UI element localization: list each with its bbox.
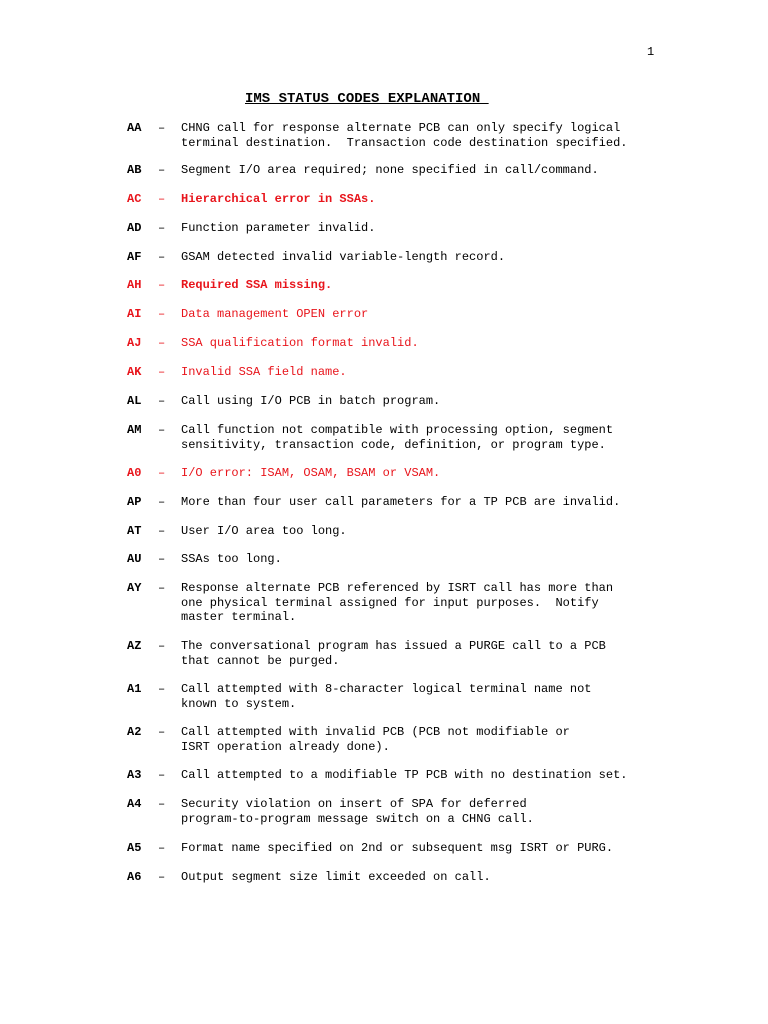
description-line: Output segment size limit exceeded on call. <box>181 870 491 884</box>
status-code-description <box>181 725 681 754</box>
code-separator: – <box>158 278 166 292</box>
status-code-description <box>181 250 681 265</box>
status-code-description <box>181 336 681 351</box>
description-line: program-to-program message switch on a CHNG call. <box>181 811 534 826</box>
description-line: Hierarchical error in SSAs. <box>181 192 376 206</box>
code-separator: – <box>158 495 166 509</box>
description-line: Call attempted with invalid PCB (PCB not modifiable or <box>181 725 570 739</box>
status-code-description <box>181 365 681 380</box>
page-title: IMS STATUS CODES EXPLANATION <box>245 91 489 107</box>
status-code: AZ <box>127 639 142 653</box>
status-code: AD <box>127 221 142 235</box>
status-code: AJ <box>127 336 142 350</box>
status-code: A6 <box>127 870 142 884</box>
status-code-description <box>181 841 681 856</box>
code-separator: – <box>158 797 166 811</box>
status-code-description <box>181 495 681 510</box>
status-code: AL <box>127 394 142 408</box>
code-separator: – <box>158 466 166 480</box>
description-line: Response alternate PCB referenced by ISRT call has more than <box>181 581 614 595</box>
status-code-description <box>181 221 681 236</box>
code-separator: – <box>158 121 166 135</box>
description-line: one physical terminal assigned for input purposes. Notify <box>181 595 599 610</box>
description-line: ISRT operation already done). <box>181 739 390 754</box>
description-line: SSA qualification format invalid. <box>181 336 419 350</box>
status-code-description <box>181 552 681 567</box>
status-code-description <box>181 639 681 668</box>
status-code-description <box>181 466 681 481</box>
status-code-description <box>181 394 681 409</box>
code-separator: – <box>158 524 166 538</box>
description-line: Call attempted to a modifiable TP PCB with no destination set. <box>181 768 628 782</box>
status-code: AK <box>127 365 142 379</box>
description-line: known to system. <box>181 696 297 711</box>
code-separator: – <box>158 221 166 235</box>
code-separator: – <box>158 394 166 408</box>
status-code: AF <box>127 250 142 264</box>
status-code: AI <box>127 307 142 321</box>
status-code-description <box>181 307 681 322</box>
status-code: AU <box>127 552 142 566</box>
code-separator: – <box>158 250 166 264</box>
status-code-description <box>181 524 681 539</box>
description-line: I/O error: ISAM, OSAM, BSAM or VSAM. <box>181 466 441 480</box>
code-separator: – <box>158 192 166 206</box>
code-separator: – <box>158 725 166 739</box>
status-code: A3 <box>127 768 142 782</box>
description-line: terminal destination. Transaction code destination specified. <box>181 135 628 150</box>
status-code: AH <box>127 278 142 292</box>
code-separator: – <box>158 552 166 566</box>
status-code-description <box>181 278 681 293</box>
description-line: Call attempted with 8-character logical terminal name not <box>181 682 592 696</box>
description-line: master terminal. <box>181 610 297 624</box>
description-line: CHNG call for response alternate PCB can only specify logical <box>181 121 621 135</box>
status-code-description <box>181 768 681 783</box>
status-code-description <box>181 423 681 452</box>
code-separator: – <box>158 423 166 437</box>
status-code-description <box>181 581 681 625</box>
code-separator: – <box>158 581 166 595</box>
description-line: Segment I/O area required; none specified in call/command. <box>181 163 599 177</box>
status-code: AY <box>127 581 142 595</box>
status-code: AT <box>127 524 142 538</box>
status-code-description <box>181 192 681 207</box>
code-separator: – <box>158 870 166 884</box>
status-code: AC <box>127 192 142 206</box>
description-line: SSAs too long. <box>181 552 282 566</box>
status-code: AP <box>127 495 142 509</box>
description-line: GSAM detected invalid variable-length record. <box>181 250 506 264</box>
status-code-description <box>181 121 681 150</box>
status-code-description <box>181 870 681 885</box>
status-code-description <box>181 797 681 826</box>
code-separator: – <box>158 768 166 782</box>
code-separator: – <box>158 307 166 321</box>
description-line: Invalid SSA field name. <box>181 365 347 379</box>
description-line: Required SSA missing. <box>181 278 333 292</box>
status-code: A4 <box>127 797 142 811</box>
code-separator: – <box>158 682 166 696</box>
description-line: sensitivity, transaction code, definition, or program type. <box>181 437 606 452</box>
description-line: Security violation on insert of SPA for deferred <box>181 797 527 811</box>
status-code: A1 <box>127 682 142 696</box>
description-line: Call function not compatible with processing option, segment <box>181 423 614 437</box>
description-line: Format name specified on 2nd or subsequent msg ISRT or PURG. <box>181 841 614 855</box>
status-code: AM <box>127 423 142 437</box>
description-line: Data management OPEN error <box>181 307 369 321</box>
status-code-description <box>181 163 681 178</box>
code-separator: – <box>158 639 166 653</box>
description-line: More than four user call parameters for a TP PCB are invalid. <box>181 495 621 509</box>
description-line: Function parameter invalid. <box>181 221 376 235</box>
status-code: A0 <box>127 466 142 480</box>
code-separator: – <box>158 163 166 177</box>
status-code: A5 <box>127 841 142 855</box>
status-code: A2 <box>127 725 142 739</box>
description-line: The conversational program has issued a PURGE call to a PCB <box>181 639 606 653</box>
code-separator: – <box>158 365 166 379</box>
description-line: Call using I/O PCB in batch program. <box>181 394 441 408</box>
status-code-description <box>181 682 681 711</box>
code-separator: – <box>158 841 166 855</box>
page-number: 1 <box>647 45 655 59</box>
status-code: AA <box>127 121 142 135</box>
status-code: AB <box>127 163 142 177</box>
code-separator: – <box>158 336 166 350</box>
description-line: User I/O area too long. <box>181 524 347 538</box>
description-line: that cannot be purged. <box>181 653 340 668</box>
